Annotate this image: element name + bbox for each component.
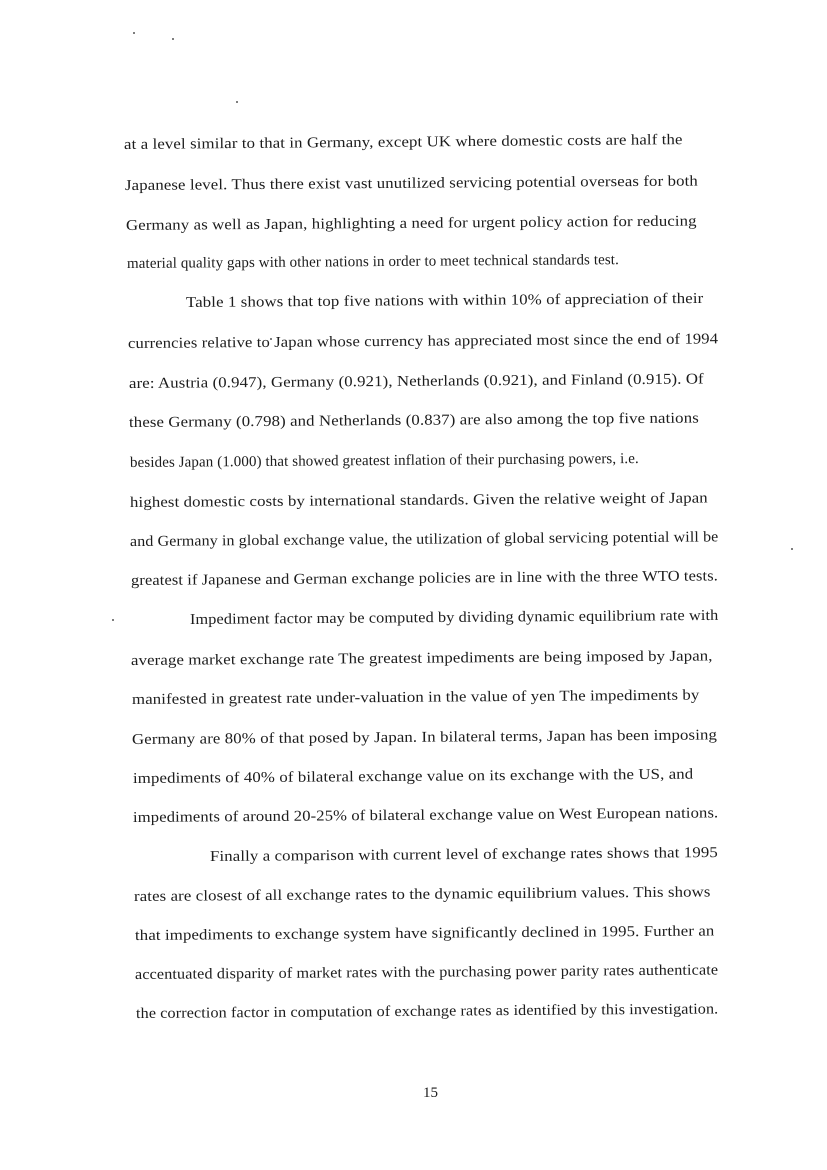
text-line: besides Japan (1.000) that showed greatest inflation of their purchasing powers, i.e. (129, 451, 639, 471)
text-line: the correction factor in computation of exchange rates as identified by this investigation. (135, 1001, 719, 1022)
text-line: Germany are 80% of that posed by Japan. In bilateral terms, Japan has been imposing (131, 727, 718, 748)
text-line: greatest if Japanese and German exchange policies are in line with the three WTO tests. (130, 568, 718, 589)
scan-speck (172, 38, 174, 40)
scan-speck (791, 548, 793, 550)
text-line: currencies relative to Japan whose currency has appreciated most since the end of 1994 (127, 331, 719, 352)
text-line: Germany as well as Japan, highlighting a need for urgent policy action for reducing (125, 213, 697, 234)
text-line: material quality gaps with other nations in order to meet technical standards test. (126, 252, 619, 272)
text-line: these Germany (0.798) and Netherlands (0.837) are also among the top five nations (128, 410, 699, 431)
text-line: impediments of around 20-25% of bilateral exchange value on West European nations. (132, 805, 719, 826)
text-line: that impediments to exchange system have significantly declined in 1995. Further an (134, 923, 715, 944)
text-line: Japanese level. Thus there exist vast unutilized servicing potential overseas for both (124, 173, 698, 194)
text-line: Table 1 shows that top five nations with within 10% of appreciation of their (185, 290, 704, 311)
text-line: at a level similar to that in Germany, except UK where domestic costs are half the (123, 132, 683, 153)
text-line: average market exchange rate The greatest impediments are being imposed by Japan, (130, 648, 713, 669)
text-line: Impediment factor may be computed by dividing dynamic equilibrium rate with (189, 607, 719, 628)
text-line: impediments of 40% of bilateral exchange value on its exchange with the US, and (132, 766, 694, 787)
scan-speck (236, 101, 238, 103)
page-number: 15 (423, 1085, 438, 1101)
text-line: accentuated disparity of market rates with the purchasing power parity rates authenticate (134, 962, 719, 983)
text-line: highest domestic costs by international standards. Given the relative weight of Japan (129, 490, 708, 511)
text-line: rates are closest of all exchange rates to the dynamic equilibrium values. This shows (133, 884, 711, 905)
scan-speck (133, 32, 135, 34)
text-line: Finally a comparison with current level of exchange rates shows that 1995 (209, 845, 718, 865)
scan-speck (112, 619, 114, 621)
text-line: manifested in greatest rate under-valuation in the value of yen The impediments by (131, 687, 700, 708)
text-line: are: Austria (0.947), Germany (0.921), Netherlands (0.921), and Finland (0.915). Of (128, 371, 704, 392)
text-line: and Germany in global exchange value, the utilization of global servicing potential will be (129, 529, 719, 550)
